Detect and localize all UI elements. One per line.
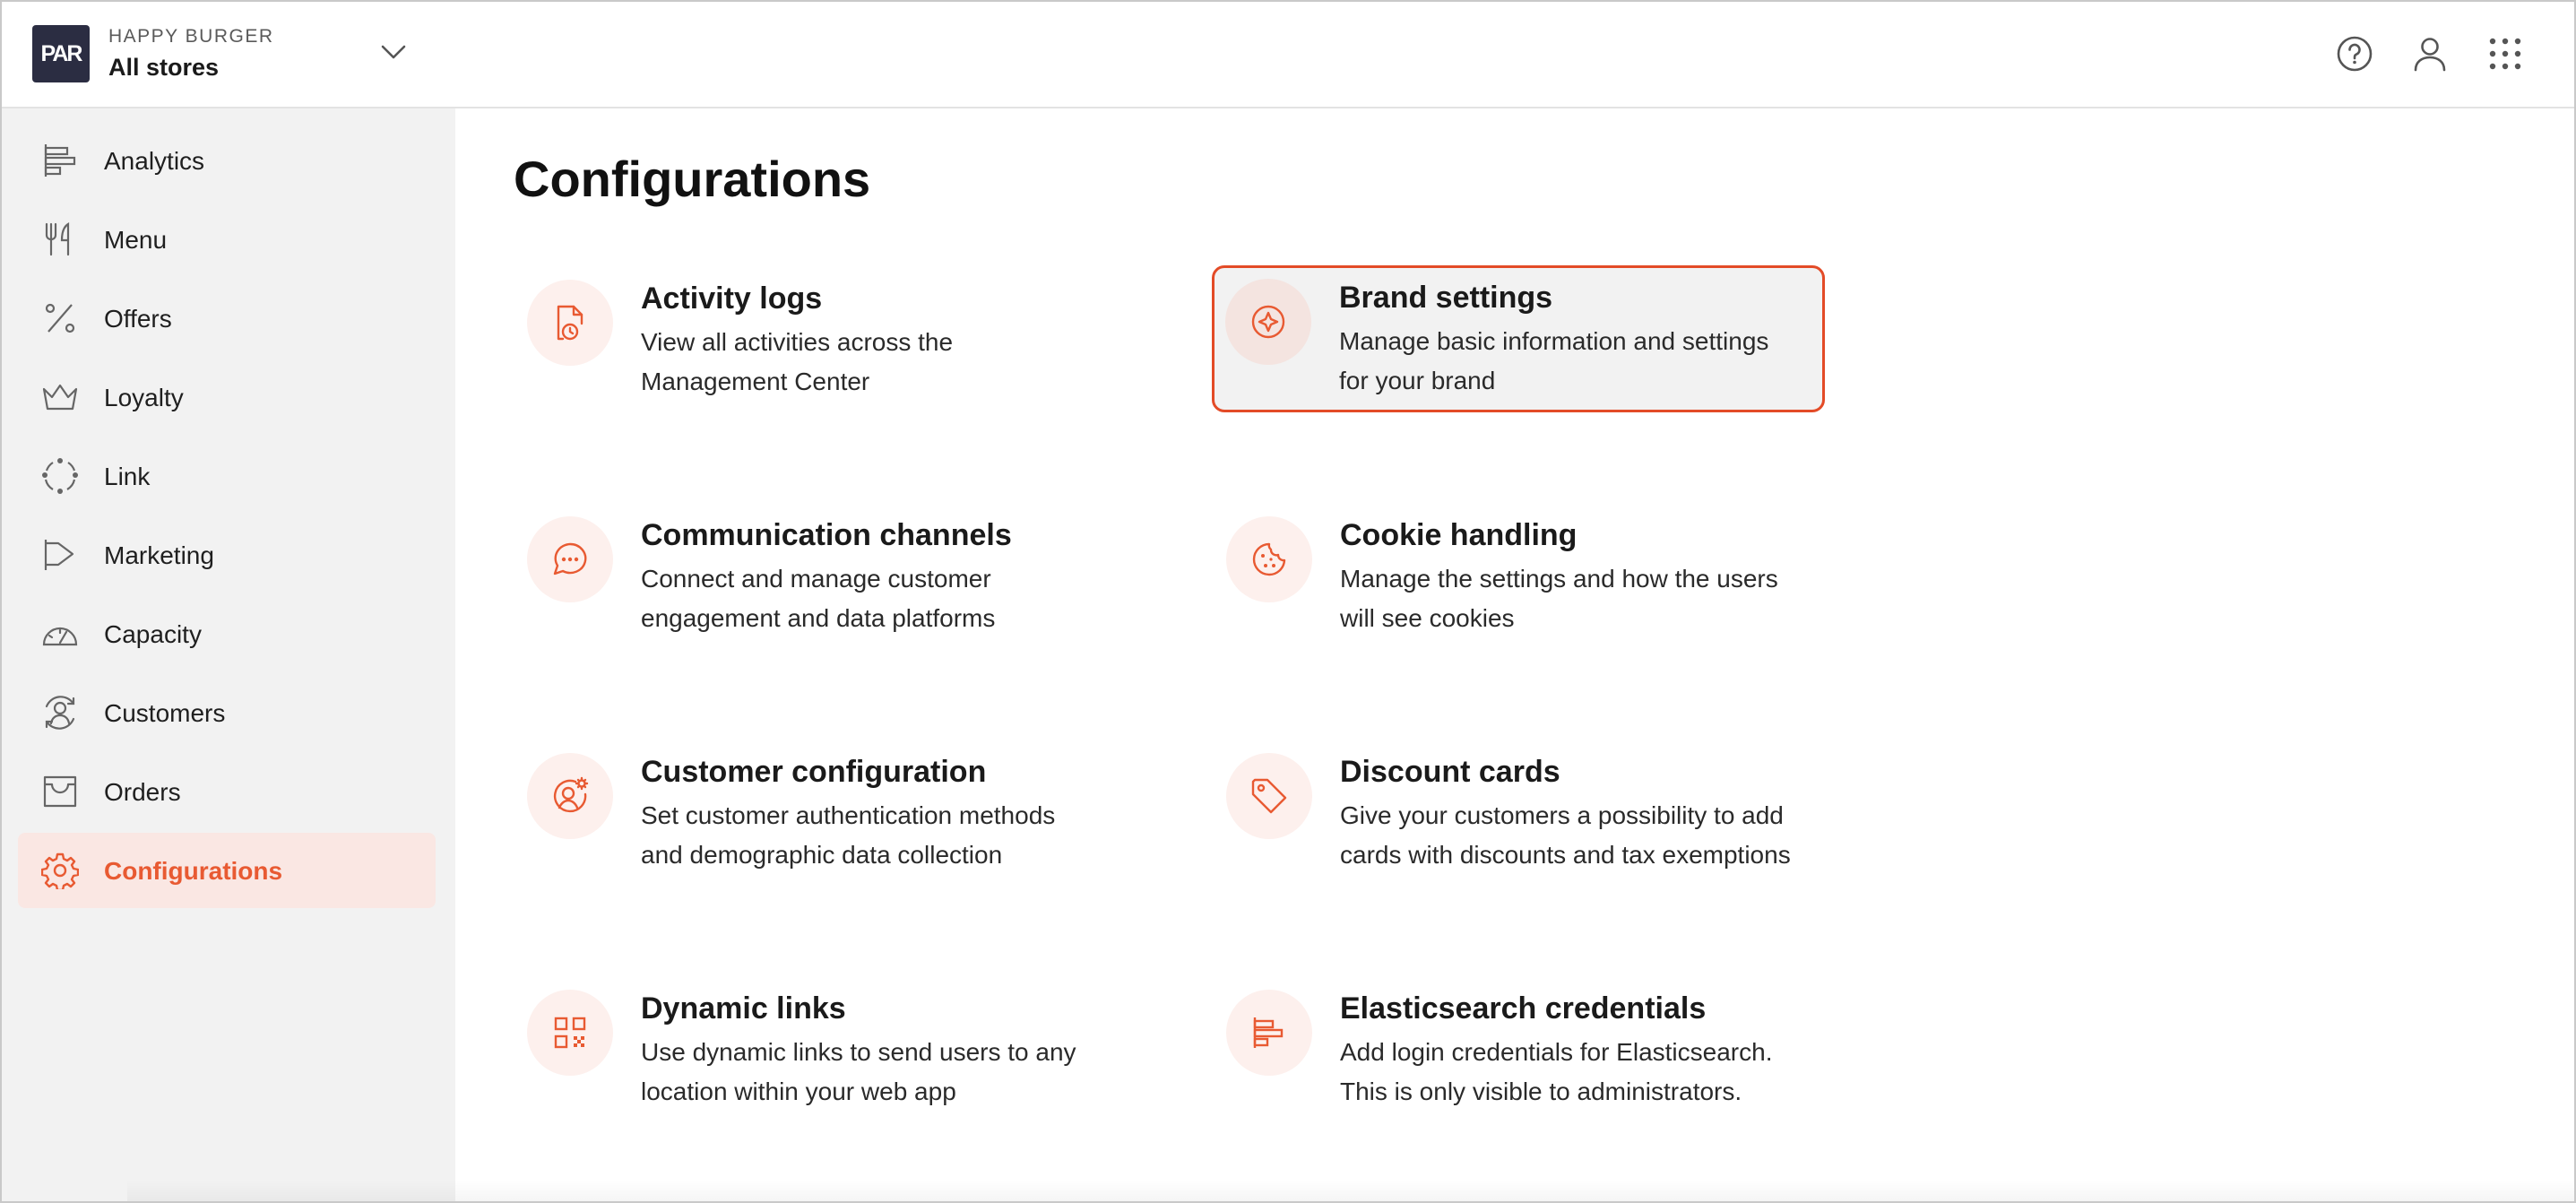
sidebar-item-label: Capacity (104, 620, 202, 648)
card-description: View all activities across the Management Center (641, 328, 954, 395)
inbox-icon (41, 773, 79, 810)
card-title: Elasticsearch credentials (1340, 991, 1707, 1026)
brand-name: HAPPY BURGER (108, 26, 274, 47)
sidebar-item-label: Offers (104, 305, 172, 333)
card-description: Use dynamic links to send users to any location within your web app (641, 1038, 1076, 1105)
link-circle-icon (41, 457, 79, 495)
percent-icon (41, 299, 79, 337)
cookie-icon (1248, 538, 1291, 581)
config-card-discount-cards[interactable] (1214, 740, 1827, 887)
sidebar-item-link[interactable] (18, 438, 436, 514)
config-card-brand-settings[interactable] (1212, 265, 1825, 412)
sidebar-item-label: Menu (104, 226, 168, 254)
card-title: Communication channels (641, 518, 1012, 552)
user-settings-icon (549, 775, 592, 818)
sidebar-item-configurations[interactable] (18, 833, 436, 908)
card-title: Discount cards (1340, 755, 1560, 789)
brand-logo[interactable]: PAR (32, 25, 90, 82)
sidebar-item-analytics[interactable] (18, 123, 436, 198)
elasticsearch-icon (1248, 1011, 1291, 1054)
config-card-dynamic-links[interactable] (514, 977, 1128, 1124)
config-card-customer-configuration[interactable] (514, 740, 1128, 887)
page-title: Configurations (514, 151, 871, 207)
card-icon-container (527, 753, 613, 839)
brand-icon (1247, 300, 1290, 343)
card-description: Manage basic information and settings for your brand (1339, 327, 1769, 394)
bottom-scroll-shadow (127, 1180, 2574, 1201)
card-description: Manage the settings and how the users will see cookies (1340, 565, 1778, 632)
card-icon-container (527, 990, 613, 1076)
sidebar-item-label: Orders (104, 778, 181, 806)
sidebar-item-marketing[interactable] (18, 517, 436, 593)
sidebar-item-label: Analytics (104, 147, 205, 175)
config-card-elasticsearch-credentials[interactable] (1214, 977, 1827, 1124)
gauge-icon (41, 615, 79, 653)
card-title: Customer configuration (641, 755, 987, 789)
gear-icon (41, 852, 79, 889)
sidebar-item-orders[interactable] (18, 754, 436, 829)
config-card-activity-logs[interactable] (514, 267, 1128, 414)
help-icon[interactable] (2334, 33, 2375, 74)
sidebar-item-label: Customers (104, 699, 226, 727)
sidebar-item-offers[interactable] (18, 281, 436, 356)
sidebar-item-customers[interactable] (18, 675, 436, 750)
megaphone-icon (41, 536, 79, 574)
card-description: Add login credentials for Elasticsearch. This is only visible to administrators. (1340, 1038, 1773, 1105)
card-description: Set customer authentication methods and demographic data collection (641, 801, 1056, 869)
activity-log-icon (549, 301, 592, 344)
card-icon-container (527, 516, 613, 602)
customers-icon (41, 694, 79, 731)
analytics-icon (41, 142, 79, 179)
chat-icon (549, 538, 592, 581)
card-icon-container (1226, 516, 1312, 602)
card-description: Connect and manage customer engagement and data platforms (641, 565, 996, 632)
card-icon-container (1226, 753, 1312, 839)
sidebar-item-label: Link (104, 463, 151, 490)
apps-grid-icon[interactable] (2485, 33, 2526, 74)
card-title: Brand settings (1339, 281, 1553, 315)
tag-icon (1248, 775, 1291, 818)
card-icon-container (527, 280, 613, 366)
config-card-communication-channels[interactable] (514, 504, 1128, 651)
sidebar-item-label: Loyalty (104, 384, 184, 411)
card-description: Give your customers a possibility to add cards with discounts and tax exemptions (1340, 801, 1791, 869)
card-title: Dynamic links (641, 991, 846, 1026)
sidebar (2, 108, 455, 1201)
card-icon-container (1225, 279, 1311, 365)
sidebar-item-label: Marketing (104, 541, 214, 569)
user-icon[interactable] (2409, 33, 2451, 74)
sidebar-item-capacity[interactable] (18, 596, 436, 671)
sidebar-item-loyalty[interactable] (18, 359, 436, 435)
fork-knife-icon (41, 221, 79, 258)
card-title: Cookie handling (1340, 518, 1578, 552)
chevron-down-icon[interactable] (379, 42, 408, 62)
sidebar-item-menu[interactable] (18, 202, 436, 277)
config-card-cookie-handling[interactable] (1214, 504, 1827, 651)
qr-code-icon (549, 1011, 592, 1054)
crown-icon (41, 378, 79, 416)
top-header (2, 2, 2574, 108)
card-icon-container (1226, 990, 1312, 1076)
card-title: Activity logs (641, 281, 823, 316)
sidebar-item-label: Configurations (104, 857, 283, 885)
store-selector-label[interactable]: All stores (108, 54, 220, 81)
